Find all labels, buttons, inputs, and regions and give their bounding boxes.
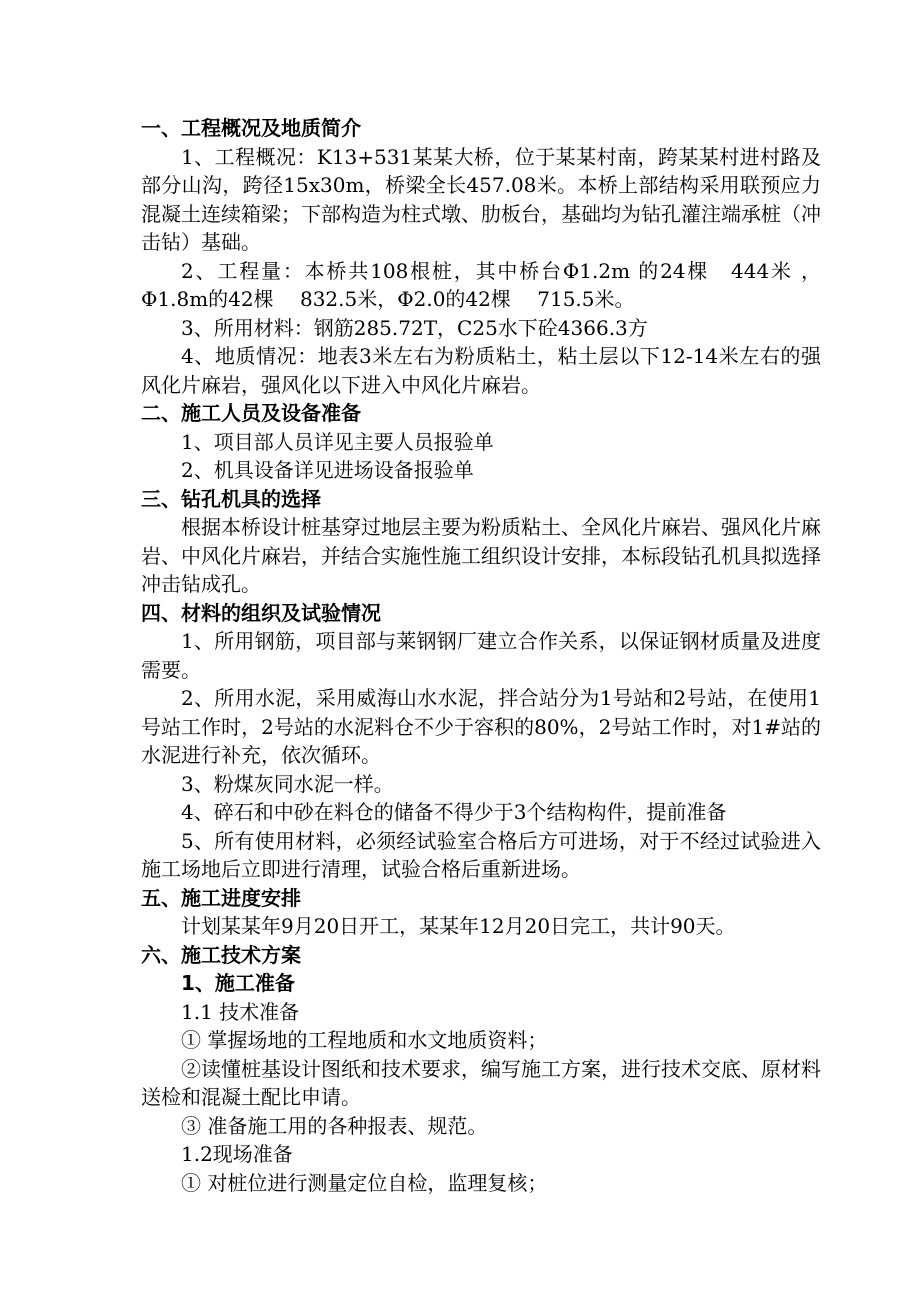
paragraph-geology: 4、地质情况：地表3米左右为粉质粘土，粘土层以下12-14米左右的强风化片麻岩，强风化以下进入中风化片麻岩。 bbox=[141, 344, 821, 397]
paragraph-aggregate: 4、碎石和中砂在料仓的储备不得少于3个结构构件，提前准备 bbox=[181, 800, 727, 824]
section-heading-6: 六、施工技术方案 bbox=[141, 942, 301, 967]
paragraph-equipment: 2、机具设备详见进场设备报验单 bbox=[181, 458, 474, 482]
paragraph-personnel: 1、项目部人员详见主要人员报验单 bbox=[181, 429, 494, 454]
paragraph-site-prep-title: 1.2现场准备 bbox=[181, 1142, 293, 1166]
section-heading-4: 四、材料的组织及试验情况 bbox=[141, 600, 381, 625]
paragraph-flyash: 3、粉煤灰同水泥一样。 bbox=[181, 771, 394, 796]
paragraph-tech-prep-title: 1.1 技术准备 bbox=[181, 999, 300, 1024]
list-item-forms: ③ 准备施工用的各种报表、规范。 bbox=[181, 1113, 488, 1138]
paragraph-materials: 3、所用材料：钢筋285.72T，C25水下砼4366.3方 bbox=[181, 315, 648, 340]
subheading-preparation: 1、施工准备 bbox=[181, 971, 295, 995]
section-heading-5: 五、施工进度安排 bbox=[141, 885, 301, 910]
list-item-pile-survey: ① 对桩位进行测量定位自检，监理复核； bbox=[181, 1170, 548, 1195]
list-item-geology-data: ① 掌握场地的工程地质和水文地质资料； bbox=[181, 1028, 548, 1052]
section-heading-2: 二、施工人员及设备准备 bbox=[141, 401, 361, 425]
paragraph-quantities: 2、工程量：本桥共108根桩，其中桥台Φ1.2m 的24棵 444米 ，Φ1.8m的42棵 832.5米，Φ2.0的42棵 715.5米。 bbox=[141, 258, 821, 311]
paragraph-overview: 1、工程概况：K13+531某某大桥，位于某某村南，跨某某村进村路及部分山沟，跨径15x30m，桥梁全长457.08米。本桥上部结构采用联预应力混凝土连续箱梁；下部构造为柱式墩、肋板台，基础均为钻孔灌注端承桩（冲击钻）基础。 bbox=[141, 144, 821, 254]
section-heading-3: 三、钻孔机具的选择 bbox=[141, 486, 321, 511]
paragraph-schedule: 计划某某年9月20日开工，某某年12月20日完工，共计90天。 bbox=[181, 914, 736, 938]
paragraph-testing: 5、所有使用材料，必须经试验室合格后方可进场，对于不经过试验进入施工场地后立即进行清理，试验合格后重新进场。 bbox=[141, 828, 821, 881]
section-heading-1: 一、工程概况及地质简介 bbox=[141, 116, 361, 140]
paragraph-steel: 1、所用钢筋，项目部与莱钢钢厂建立合作关系，以保证钢材质量及进度需要。 bbox=[141, 629, 821, 682]
paragraph-drill-selection: 根据本桥设计桩基穿过地层主要为粉质粘土、全风化片麻岩、强风化片麻岩、中风化片麻岩，并结合实施性施工组织设计安排，本标段钻孔机具拟选择冲击钻成孔。 bbox=[141, 515, 821, 596]
document-body bbox=[141, 114, 821, 1197]
paragraph-cement: 2、所用水泥，采用威海山水水泥，拌合站分为1号站和2号站，在使用1号站工作时，2号站的水泥料仓不少于容积的80%，2号站工作时，对1#站的水泥进行补充，依次循环。 bbox=[141, 686, 821, 767]
list-item-design-drawings: ②读懂桩基设计图纸和技术要求，编写施工方案，进行技术交底、原材料送检和混凝土配比申请。 bbox=[141, 1056, 821, 1109]
